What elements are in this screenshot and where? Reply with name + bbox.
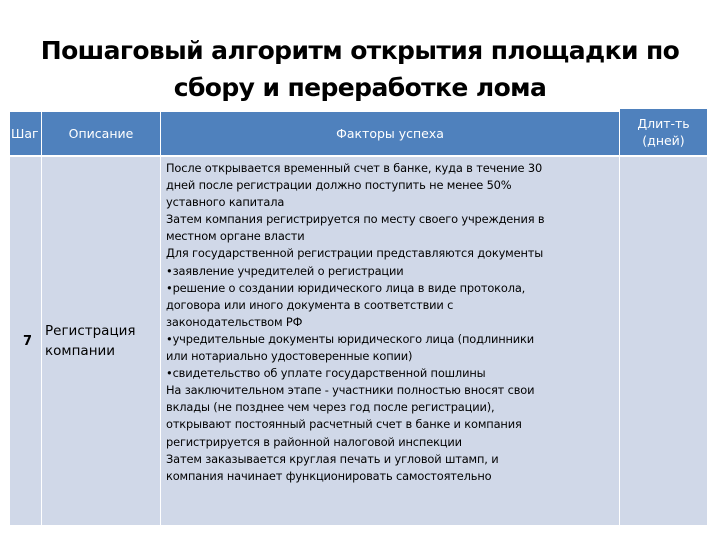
factor-line: открывают постоянный расчетный счет в банке и компания [166, 417, 522, 432]
factor-line: или нотариально удостоверенные копии) [166, 349, 413, 364]
factor-line: дней после регистрации должно поступить не менее 50% [166, 178, 512, 193]
factor-line: •учредительные документы юридического лица (подлинники [166, 331, 535, 346]
factor-line: местном органе власти [166, 229, 305, 244]
header-duration-line-2: (дней) [642, 133, 685, 148]
header-duration [620, 109, 707, 155]
factor-line: •свидетельство об уплате государственной пошлины [166, 366, 486, 381]
header-factors: Факторы успеха [161, 112, 620, 155]
header-description: Описание [42, 112, 161, 155]
table-row-description-cell [42, 157, 161, 525]
header-duration-line-1: Длит-ть [637, 116, 690, 131]
header-step: Шаг [10, 112, 42, 155]
slide-title-line-1: Пошаговый алгоритм открытия площадки по [40, 36, 680, 65]
slide-title-line-2: сбору и переработке лома [173, 73, 547, 102]
factor-line: вклады (не позднее чем через год после регистрации), [166, 400, 495, 415]
factor-line: Затем компания регистрируется по месту своего учреждения в [166, 212, 545, 227]
steps-table [10, 112, 710, 525]
table-row-factors-cell [161, 157, 620, 525]
factor-line: Для государственной регистрации представляются документы [166, 246, 544, 261]
table-row-duration-cell [620, 157, 707, 525]
factor-line: компания начинает функционировать самостоятельно [166, 468, 492, 483]
factor-line: •заявление учредителей о регистрации [166, 263, 404, 278]
description-line-1: Регистрация [45, 323, 136, 339]
factor-line: Затем заказывается круглая печать и угловой штамп, и [166, 451, 499, 466]
factor-line: •решение о создании юридического лица в виде протокола, [166, 280, 526, 295]
factor-line: На заключительном этапе - участники полностью вносят свои [166, 383, 535, 398]
description-line-2: компании [45, 343, 116, 359]
factor-line: регистрируется в районной налоговой инспекции [166, 434, 462, 449]
step-number: 7 [22, 333, 33, 349]
factor-line: уставного капитала [166, 195, 285, 210]
factor-line: договора или иного документа в соответствии с [166, 297, 454, 312]
factor-line: законодательством РФ [166, 314, 303, 329]
slide-title [0, 32, 720, 106]
factor-line: После открывается временный счет в банке, куда в течение 30 [166, 161, 543, 175]
table-row-step-cell [10, 157, 42, 525]
